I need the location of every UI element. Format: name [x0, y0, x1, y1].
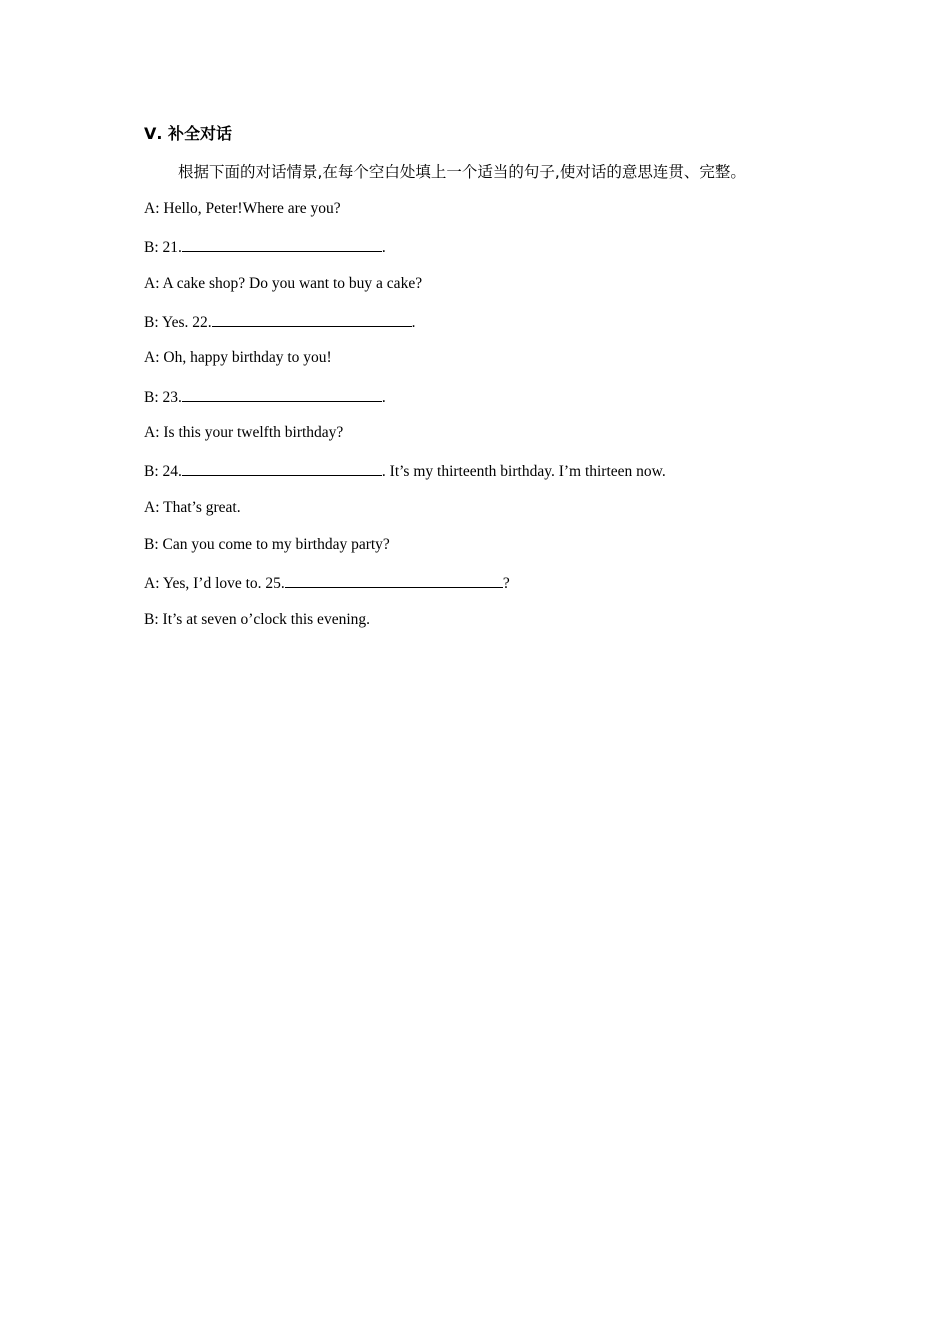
- dialogue-line-11: [144, 571, 510, 595]
- dialogue-line-10: [144, 534, 390, 556]
- speaker: B:: [144, 239, 159, 256]
- question-number: 24.: [162, 463, 182, 480]
- dialogue-line-2: [144, 235, 386, 259]
- line-text: Hello, Peter!Where are you?: [163, 200, 341, 217]
- dialogue-line-1: [144, 198, 341, 220]
- line-text: A cake shop? Do you want to buy a cake?: [162, 275, 423, 292]
- dialogue-line-7: [144, 422, 343, 444]
- question-number: Yes. 22.: [161, 314, 212, 331]
- section-heading: Ⅴ. 补全对话: [144, 124, 233, 143]
- answer-blank-25[interactable]: [285, 571, 503, 588]
- speaker: B:: [144, 314, 159, 331]
- answer-blank-22[interactable]: [212, 310, 412, 327]
- speaker: B:: [144, 389, 159, 406]
- speaker: A:: [144, 200, 160, 217]
- line-text: That’s great.: [163, 499, 241, 516]
- answer-blank-24[interactable]: [182, 459, 382, 476]
- answer-blank-21[interactable]: [182, 235, 382, 252]
- question-number: 23.: [162, 389, 182, 406]
- answer-blank-23[interactable]: [182, 385, 382, 402]
- line-text: Can you come to my birthday party?: [162, 536, 390, 553]
- dialogue-line-12: [144, 609, 370, 631]
- dialogue-line-8: [144, 459, 666, 483]
- speaker: A:: [144, 575, 160, 592]
- speaker: A:: [144, 424, 160, 441]
- line-text-after: .: [381, 239, 386, 256]
- dialogue-line-6: [144, 385, 386, 409]
- dialogue-line-9: [144, 497, 241, 519]
- speaker: B:: [144, 536, 159, 553]
- speaker: A:: [144, 499, 160, 516]
- line-text: It’s at seven o’clock this evening.: [162, 611, 371, 628]
- line-text-after: .: [411, 314, 416, 331]
- question-number: Yes, I’d love to. 25.: [162, 575, 285, 592]
- line-text-after: ?: [502, 575, 510, 592]
- dialogue-line-4: [144, 310, 416, 334]
- section-instruction: 根据下面的对话情景,在每个空白处填上一个适当的句子,使对话的意思连贯、完整。: [178, 163, 746, 181]
- dialogue-line-5: [144, 347, 332, 369]
- speaker: A:: [144, 349, 160, 366]
- line-text-after: .: [381, 389, 386, 406]
- question-number: 21.: [162, 239, 182, 256]
- line-text-after: . It’s my thirteenth birthday. I’m thirteen now.: [381, 463, 666, 480]
- speaker: A:: [144, 275, 160, 292]
- speaker: B:: [144, 463, 159, 480]
- line-text: Oh, happy birthday to you!: [163, 349, 332, 366]
- dialogue-line-3: [144, 273, 422, 295]
- speaker: B:: [144, 611, 159, 628]
- line-text: Is this your twelfth birthday?: [163, 424, 344, 441]
